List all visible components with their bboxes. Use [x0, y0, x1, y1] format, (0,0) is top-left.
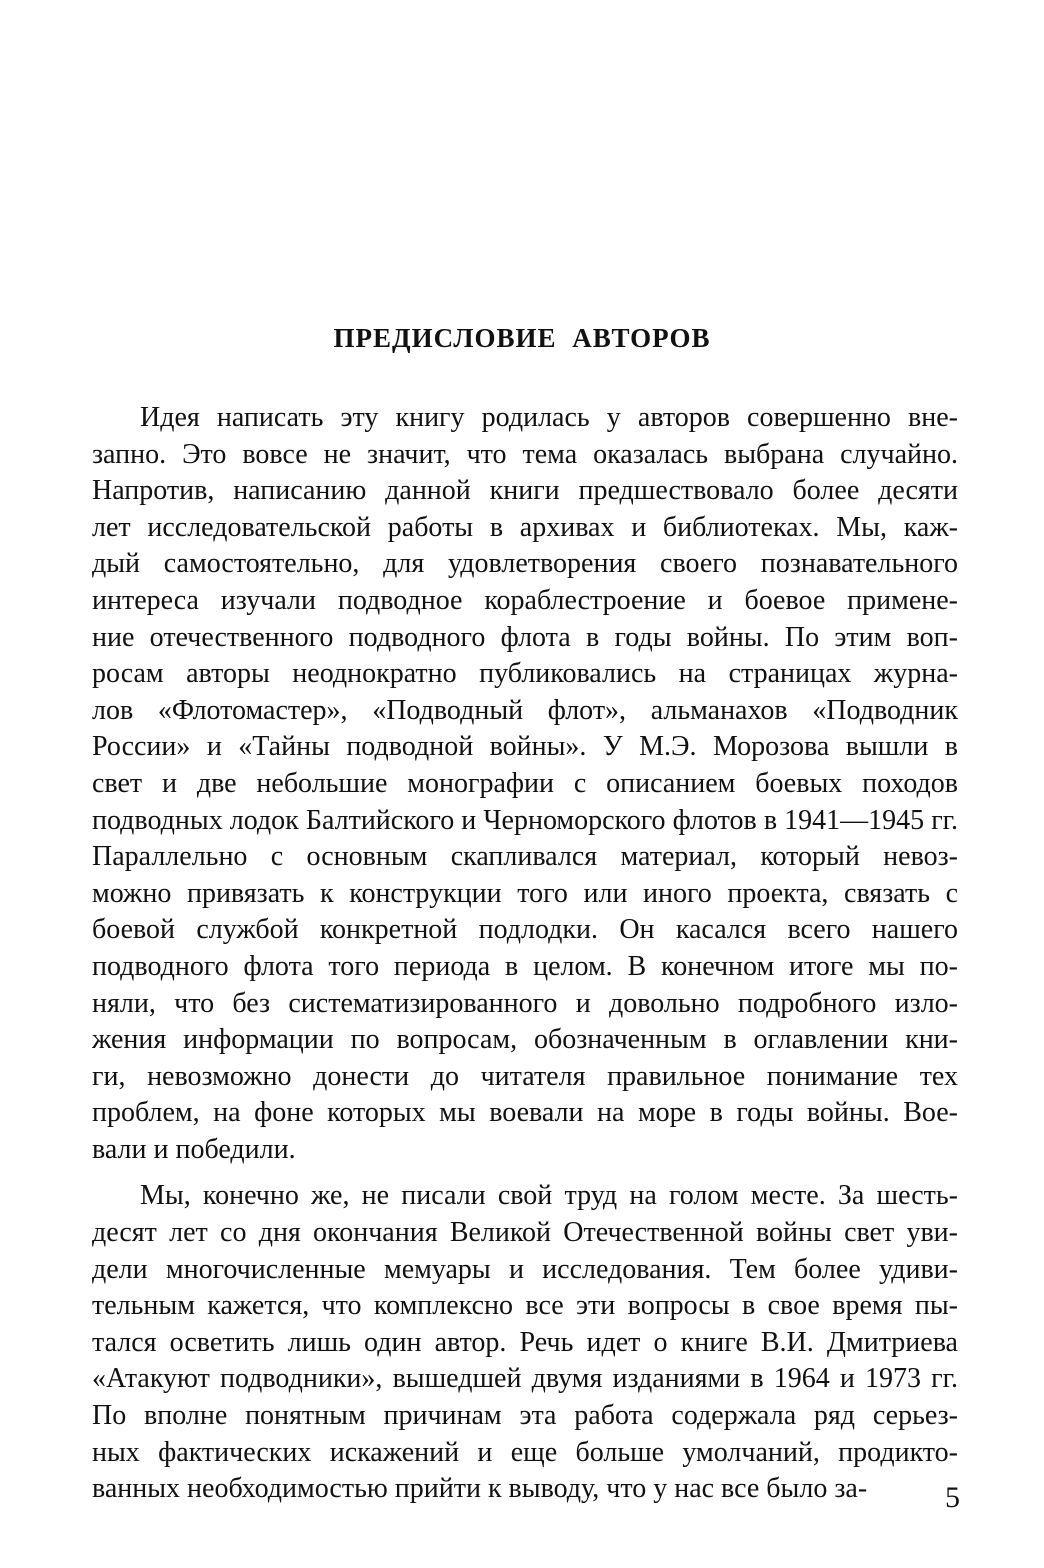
text-line: боевой службой конкретной подлодки. Он касался всего нашего [92, 914, 958, 946]
text-line: росам авторы неоднократно публиковались на страницах журна- [92, 658, 958, 690]
chapter-heading: ПРЕДИСЛОВИЕ АВТОРОВ [333, 323, 711, 353]
paragraph-gap [92, 1168, 958, 1178]
text-line: запно. Это вовсе не значит, что тема оказалась выбрана случайно. [92, 438, 958, 470]
text-line: вали и победили. [92, 1133, 296, 1165]
text-line: России» и «Тайны подводной войны». У М.Э. Морозова вышли в [92, 731, 958, 763]
text-line: тельным кажется, что комплексно все эти вопросы в свое время пы- [92, 1290, 958, 1322]
text-line: десят лет со дня окончания Великой Отечественной войны свет уви- [92, 1217, 958, 1249]
text-line: свет и две небольшие монографии с описанием боевых походов [92, 767, 958, 799]
text-line: ние отечественного подводного флота в годы войны. По этим воп- [92, 621, 958, 653]
text-line: лов «Флотомастер», «Подводный флот», альманахов «Подводник [92, 694, 958, 726]
paragraph [92, 1178, 958, 1507]
text-line: Параллельно с основным скапливался материал, который невоз- [92, 841, 958, 873]
text-line: ги, невозможно донести до читателя правильное понимание тех [92, 1060, 958, 1092]
text-line: ванных необходимостью прийти к выводу, что у нас все было за- [92, 1473, 868, 1505]
text-line: подводного флота того периода в целом. В конечном итоге мы по- [92, 950, 958, 982]
text-line: дый самостоятельно, для удовлетворения своего познавательного [92, 548, 958, 580]
text-line: дели многочисленные мемуары и исследования. Тем более удиви- [92, 1253, 958, 1285]
text-line: тался осветить лишь один автор. Речь идет о книге В.И. Дмитриева [92, 1326, 958, 1358]
text-line: ных фактических искажений и еще больше умолчаний, продикто- [92, 1436, 958, 1468]
paragraph [92, 400, 958, 1168]
text-line: интереса изучали подводное кораблестроение и боевое примене- [92, 584, 958, 616]
text-line: Мы, конечно же, не писали свой труд на голом месте. За шесть- [140, 1180, 958, 1212]
body-text [92, 400, 958, 1508]
text-line: Идея написать эту книгу родилась у авторов совершенно вне- [140, 402, 958, 433]
page-number: 5 [945, 1481, 960, 1514]
text-line: жения информации по вопросам, обозначенным в оглавлении кни- [92, 1024, 958, 1056]
text-line: «Атакуют подводники», вышедшей двумя изданиями в 1964 и 1973 гг. [92, 1363, 958, 1395]
text-line: Напротив, написанию данной книги предшествовало более десяти [92, 475, 958, 507]
text-line: лет исследовательской работы в архивах и библиотеках. Мы, каж- [92, 511, 958, 543]
text-line: По вполне понятным причинам эта работа содержала ряд серьез- [92, 1400, 958, 1432]
text-line: проблем, на фоне которых мы воевали на море в годы войны. Вое- [92, 1097, 958, 1129]
text-line: подводных лодок Балтийского и Черноморского флотов в 1941—1945 гг. [92, 804, 958, 836]
text-line: можно привязать к конструкции того или иного проекта, связать с [92, 877, 958, 909]
text-line: няли, что без систематизированного и довольно подробного изло- [92, 987, 958, 1019]
